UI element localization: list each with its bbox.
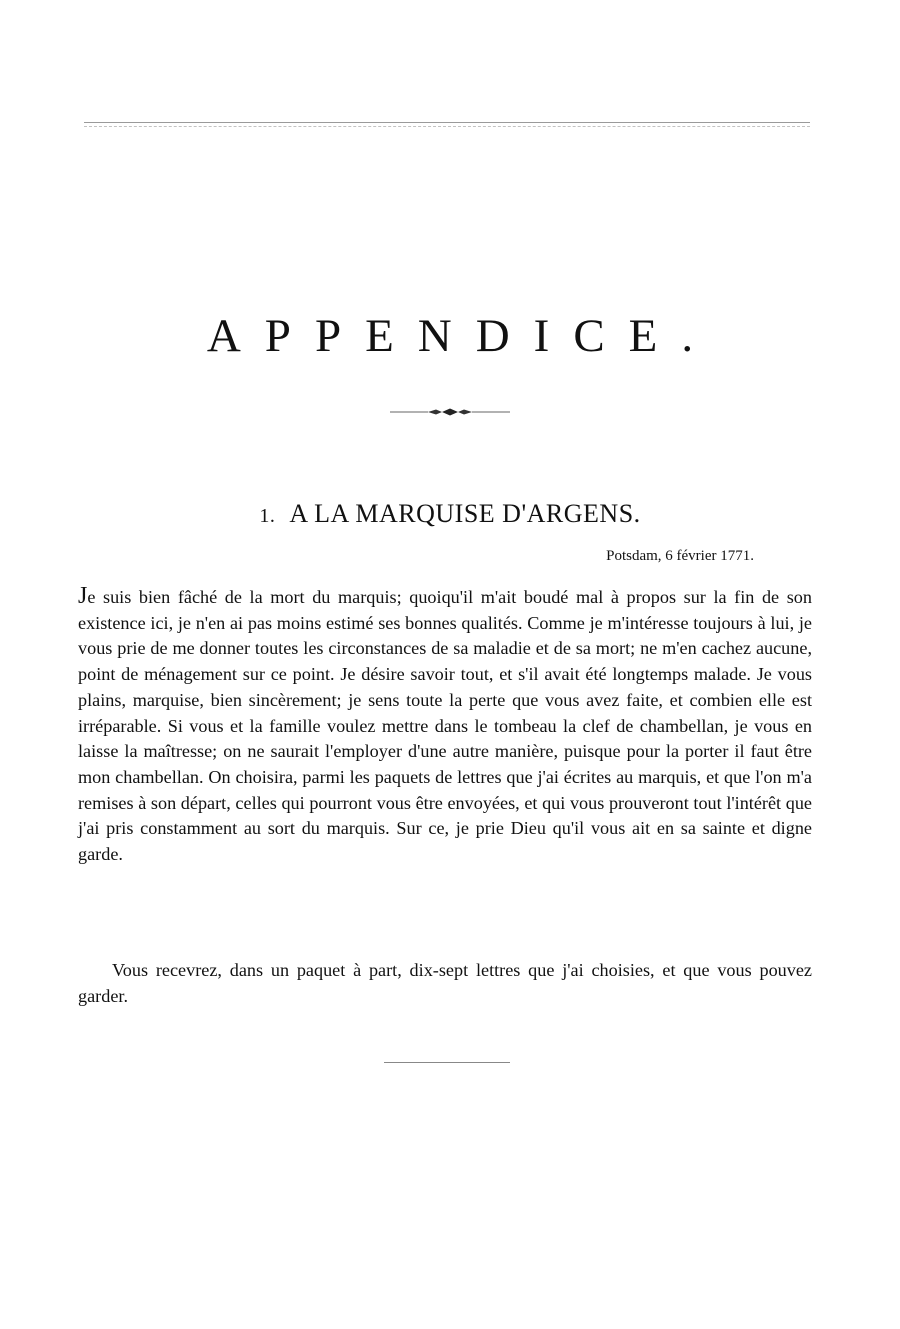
letter-dateline: Potsdam, 6 février 1771. [606, 548, 754, 564]
letter-postscript: Vous recevrez, dans un paquet à part, dix-sept lettres que j'ai choisies, et que vous pouvez garder. [78, 960, 812, 1006]
header-rule [84, 122, 810, 128]
end-rule [384, 1062, 510, 1063]
section-title: A LA MARQUISE D'ARGENS. [289, 499, 641, 528]
letter-text: e suis bien fâché de la mort du marquis; quoiqu'il m'ait boudé mal à propos sur la fin de son existence ici, je n'en ai pas moins estimé ses bonnes qualités. Comme je m'intéresse toujours à lui, je vous prie de me donner toutes les circonstances de sa maladie et de sa mort; ne m'en cachez aucune, point de ménagement sur ce point. Je désire savoir tout, et s'il avait été longtemps malade. Je vous plains, marquise, bien sincèrement; je sens toute la perte que vous avez faite, et combien elle est irréparable. Si vous et la famille voulez mettre dans le tombeau la clef de chambellan, je vous en laisse la maîtresse; on ne saurait l'employer d'une autre manière, puisque pour la porter il faut être mon chambellan. On choisira, parmi les paquets de lettres que j'ai écrites au marquis, et que l'on m'a remises à son départ, celles qui pourront vous être envoyées, et qui vous prouveront tout l'intérêt que j'ai pris constamment au sort du marquis. Sur ce, je prie Dieu qu'il vous ait en sa sainte et digne garde. [78, 587, 812, 865]
letter-body [78, 584, 812, 868]
section-heading [0, 496, 900, 534]
drop-cap: J [78, 583, 88, 609]
section-number: 1. [259, 505, 276, 527]
page-title: APPENDICE. [206, 310, 718, 362]
ornament-divider [390, 406, 510, 418]
